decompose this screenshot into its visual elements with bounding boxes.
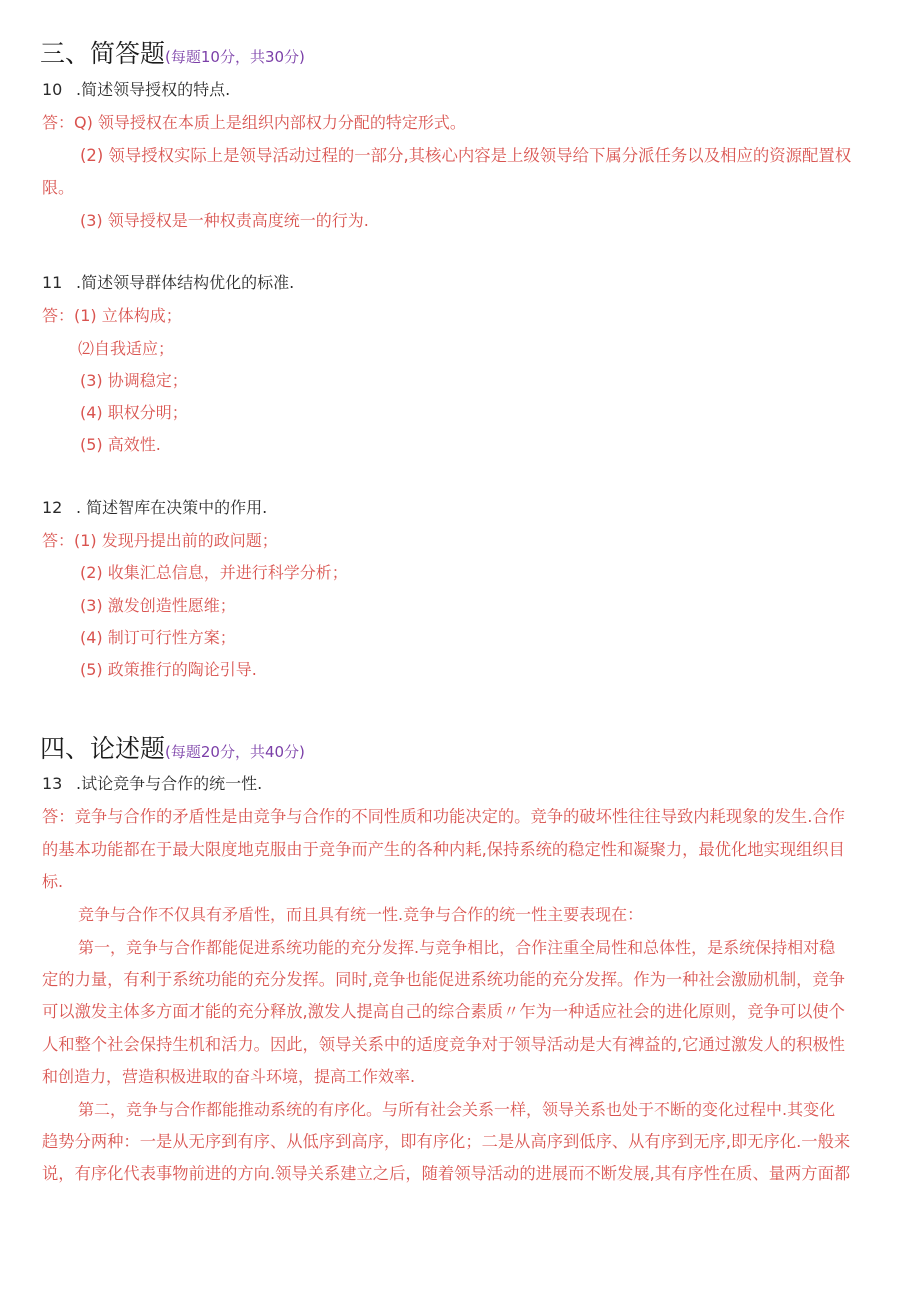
- answer-13-line-12: 说，有序化代表事物前进的方向.领导关系建立之后，随着领导活动的进展而不断发展,其有序性在质、量两方面都: [42, 1164, 851, 1183]
- answer-13-line-1: 答：竞争与合作的矛盾性是由竞争与合作的不同性质和功能决定的。竞争的破坏性往往导致内耗现象的发生.合作: [42, 807, 845, 826]
- answer-11-line-5: (5) 高效性.: [80, 435, 161, 454]
- answer-10-line-1: 答：Q) 领导授权在本质上是组织内部权力分配的特定形式。: [42, 113, 466, 132]
- answer-11-line-3: (3) 协调稳定；: [80, 371, 188, 390]
- question-10-number: 10: [42, 80, 63, 99]
- answer-13-line-9: 和创造力，营造积极进取的奋斗环境，提高工作效率.: [42, 1067, 416, 1086]
- question-12-text: . 简述智库在决策中的作用.: [76, 498, 268, 517]
- answer-13-line-7: 可以激发主体多方面才能的充分释放,激发人提高自己的综合素质〃乍为一种适应社会的进化原则，竞争可以使个: [42, 1002, 845, 1021]
- answer-10-line-3: 限。: [42, 178, 75, 197]
- answer-13-line-11: 趋势分两种：一是从无序到有序、从低序到高序，即有序化；二是从高序到低序、从有序到无序,即无序化.一般来: [42, 1132, 851, 1151]
- answer-10-line-4: (3) 领导授权是一种权责高度统一的行为.: [80, 211, 369, 230]
- question-12-number: 12: [42, 498, 63, 517]
- question-13: [42, 773, 262, 795]
- answer-12-line-3: (3) 激发创造性愿维；: [80, 596, 236, 615]
- section-4-heading: [40, 733, 305, 768]
- answer-13-line-10: 第二，竞争与合作都能推动系统的有序化。与所有社会关系一样，领导关系也处于不断的变化过程中.其变化: [78, 1100, 836, 1119]
- answer-12-line-2: (2) 收集汇总信息，并进行科学分析；: [80, 563, 348, 582]
- answer-13-line-6: 定的力量，有利于系统功能的充分发挥。同时,竞争也能促进系统功能的充分发挥。作为一种社会激励机制，竞争: [42, 970, 845, 989]
- question-13-text: .试论竞争与合作的统一性.: [76, 774, 263, 793]
- answer-11-line-1: 答：(1) 立体构成；: [42, 306, 182, 325]
- section-3-score: (每题10分，共30分): [165, 48, 305, 66]
- answer-11-line-2: ⑵自我适应；: [78, 339, 175, 358]
- section-4-score: (每题20分，共40分): [165, 743, 305, 761]
- answer-13-line-5: 第一，竞争与合作都能促进系统功能的充分发挥.与竞争相比，合作注重全局性和总体性，是系统保持相对稳: [78, 938, 836, 957]
- answer-10-line-2: (2) 领导授权实际上是领导活动过程的一部分,其核心内容是上级领导给下属分派任务以及相应的资源配置权: [80, 146, 852, 165]
- section-3-heading: [40, 38, 305, 73]
- question-10-text: .简述领导授权的特点.: [76, 80, 231, 99]
- question-11-number: 11: [42, 273, 63, 292]
- section-4-title: 四、论述题: [40, 734, 166, 763]
- question-10: [42, 79, 230, 101]
- question-11-text: .简述领导群体结构优化的标准.: [76, 273, 295, 292]
- question-13-number: 13: [42, 774, 63, 793]
- question-12: [42, 497, 267, 519]
- answer-12-line-1: 答：(1) 发现丹提出前的政问题；: [42, 531, 278, 550]
- section-3-title: 三、简答题: [40, 39, 166, 68]
- question-11: [42, 272, 294, 294]
- answer-13-line-4: 竞争与合作不仅具有矛盾性，而且具有统一性.竞争与合作的统一性主要表现在：: [78, 905, 644, 924]
- answer-12-line-4: (4) 制订可行性方案；: [80, 628, 236, 647]
- answer-13-line-8: 人和整个社会保持生机和活力。因此，领导关系中的适度竞争对于领导活动是大有裨益的,它通过激发人的积极性: [42, 1035, 845, 1054]
- answer-12-line-5: (5) 政策推行的陶论引导.: [80, 660, 257, 679]
- answer-13-line-2: 的基本功能都在于最大限度地克服由于竞争而产生的各种内耗,保持系统的稳定性和凝聚力，最优化地实现组织目: [42, 840, 845, 859]
- answer-11-line-4: (4) 职权分明；: [80, 403, 188, 422]
- answer-13-line-3: 标.: [42, 872, 64, 891]
